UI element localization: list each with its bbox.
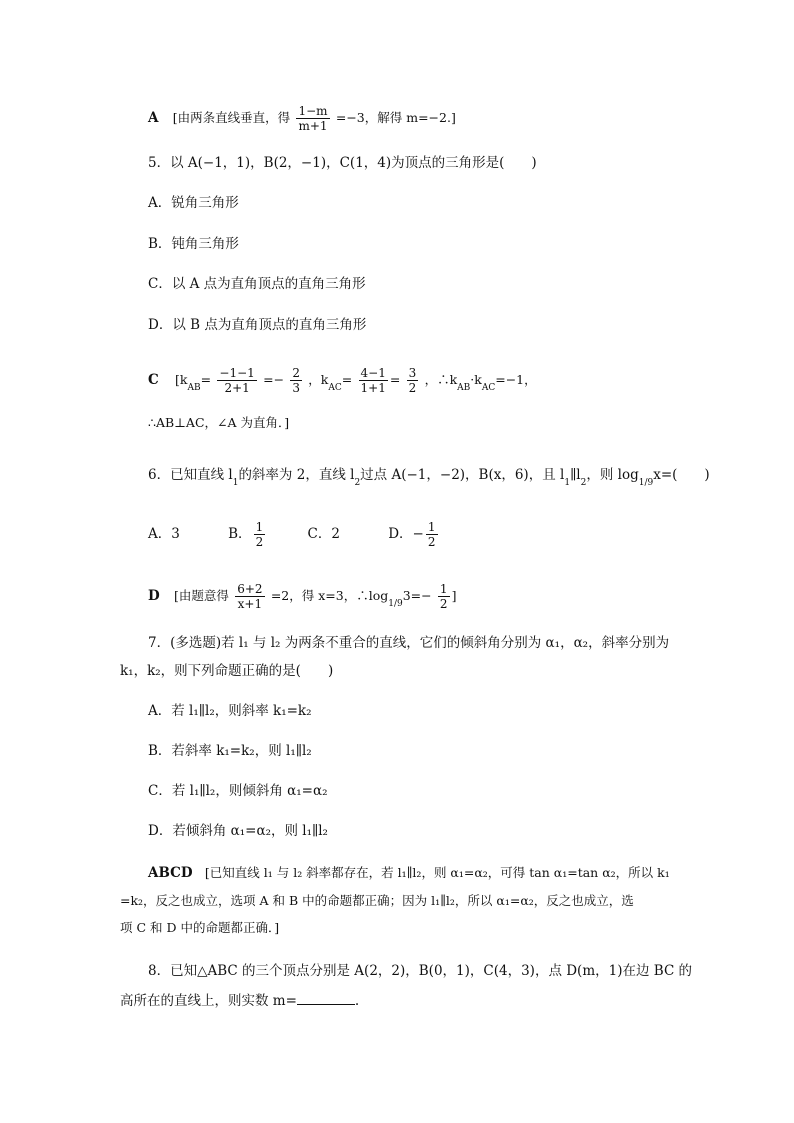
q6-answer: D [由题意得 $\frac{6+2}{x+1}$ =2，得 x=3，$\therefore\log_{1/9}3=-$ $\frac{1}{2}$ ] — [148, 582, 457, 611]
fraction: $\frac{2}{3}$ — [292, 366, 300, 395]
q7-option-b: B．若斜率 k₁=k₂，则 l₁∥l₂ — [148, 743, 312, 759]
answer-letter: ABCD — [148, 865, 193, 881]
q7-answer-line2: =k₂，反之也成立，选项 A 和 B 中的命题都正确；因为 l₁∥l₂，所以 α₁=α₂，反之也成立，选 — [120, 893, 634, 908]
q5-option-a: A．锐角三角形 — [148, 195, 239, 211]
answer-blank[interactable] — [297, 990, 355, 1005]
q5-option-d: D．以 B 点为直角顶点的直角三角形 — [148, 317, 367, 333]
fraction: $\frac{1}{2}$ — [439, 582, 448, 611]
fraction: $\frac{1-m}{m+1}$ — [298, 104, 328, 133]
answer-letter: C — [148, 372, 159, 388]
q5-stem: 5．以 A(−1，1)，B(2，−1)，C(1，4)为顶点的三角形是( ) — [148, 155, 537, 171]
q8-stem-line2: 高所在的直线上，则实数 m= . — [120, 990, 359, 1010]
q6-option-b: B． $\frac{1}{2}$ — [228, 520, 264, 549]
fraction: $\frac{6+2}{x+1}$ — [237, 582, 263, 611]
q5-option-b: B．钝角三角形 — [148, 236, 239, 252]
answer-letter: D — [148, 588, 160, 604]
fraction: $\frac{1}{2}$ — [427, 520, 436, 549]
q7-option-c: C．若 l₁∥l₂，则倾斜角 α₁=α₂ — [148, 783, 328, 799]
fraction: $\frac{3}{2}$ — [408, 366, 417, 395]
q6-options — [148, 520, 440, 549]
q6-stem: 6．已知直线 $l_1$的斜率为 2，直线 $l_2$过点 A(−1，−2)，B(x，6)，且 $l_1\parallel l_2$，则 $\log_{1/9}x=$( ) — [148, 467, 710, 488]
q6-option-d: D．− $\frac{1}{2}$ — [388, 520, 436, 549]
q7-answer-line1: ABCD [已知直线 l₁ 与 l₂ 斜率都存在，若 l₁∥l₂，则 α₁=α₂，可得 tan α₁=tan α₂，所以 k₁ — [148, 865, 670, 881]
q7-answer-line3: 项 C 和 D 中的命题都正确．] — [120, 920, 280, 935]
q5-answer: C [$k_{AB}=$ $\frac{-1-1}{2+1}$ =− $\frac{2}{3}$ ，$k_{AC}=$ $\frac{4-1}{1+1}$ = $\frac{3}{2}$ ，$\therefore k_{AB}\cdot k_{AC}=-1$， — [148, 366, 537, 395]
fraction: $\frac{4-1}{1+1}$ — [360, 366, 386, 395]
fraction: $\frac{-1-1}{2+1}$ — [219, 366, 255, 395]
q7-stem-line2: k₁，k₂，则下列命题正确的是( ) — [120, 663, 334, 679]
q5-answer-line2: ∴AB⊥AC，∠A 为直角．] — [148, 415, 290, 430]
q7-option-a: A．若 l₁∥l₂，则斜率 k₁=k₂ — [148, 703, 312, 719]
q5-option-c: C．以 A 点为直角顶点的直角三角形 — [148, 276, 366, 292]
q7-option-d: D．若倾斜角 α₁=α₂，则 l₁∥l₂ — [148, 823, 328, 839]
q8-stem-line1: 8．已知△ABC 的三个顶点分别是 A(2，2)，B(0，1)，C(4，3)，点 D(m，1)在边 BC 的 — [148, 963, 693, 979]
q6-option-a: A．3 — [148, 526, 180, 542]
q6-option-c: C．2 — [307, 526, 340, 542]
fraction: $\frac{1}{2}$ — [255, 520, 264, 549]
answer-letter: A — [148, 110, 159, 126]
q7-stem-line1: 7．(多选题)若 l₁ 与 l₂ 为两条不重合的直线，它们的倾斜角分别为 α₁，α₂，斜率分别为 — [148, 635, 670, 651]
q4-answer: A [由两条直线垂直，得 $\frac{1-m}{m+1}$ =−3，解得 m=−2.] — [148, 104, 456, 133]
